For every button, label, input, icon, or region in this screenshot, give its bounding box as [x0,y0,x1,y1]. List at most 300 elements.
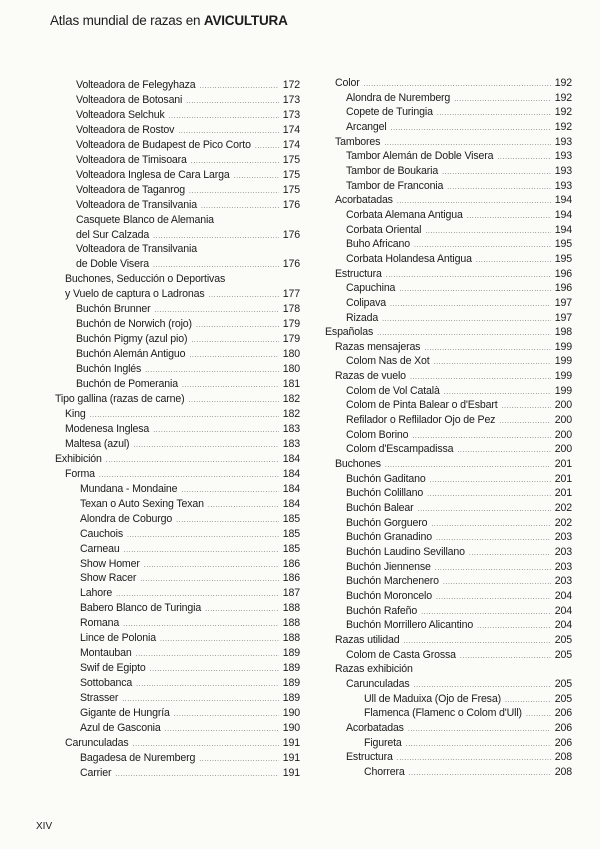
toc-entry-page: 175 [282,183,300,196]
toc-entry [325,677,572,692]
dot-leader [497,151,550,166]
toc-entry-page: 179 [282,333,300,346]
toc-entry-page: 174 [282,123,300,136]
toc-entry-label: Colom de Pinta Balear o d'Esbart [346,399,498,412]
toc-entry-page: 179 [282,318,300,331]
toc-entry [55,616,300,631]
toc-entry-page: 176 [282,228,300,241]
toc-entry [55,437,300,452]
dot-leader [386,269,551,284]
toc-entry [325,736,572,751]
toc-entry-page: 193 [554,150,572,163]
toc-entry-label: Lince de Polonia [80,632,156,645]
toc-entry [55,631,300,646]
toc-entry-page: 184 [282,497,300,510]
toc-entry-page: 193 [554,135,572,148]
dot-leader [469,547,551,562]
toc-entry-label: Buchón Morrillero Alicantino [346,619,474,632]
toc-entry [55,362,300,377]
toc-entry-page: 196 [554,282,572,295]
toc-entry-page: 194 [554,223,572,236]
dot-leader [191,334,278,349]
dot-leader [424,342,550,357]
toc-entry-page: 196 [554,267,572,280]
toc-entry-label: Acorbatadas [335,194,393,207]
toc-entry-label: Figureta [364,736,402,749]
dot-leader [174,708,279,723]
toc-entry-label: Volteadora de Botosani [76,93,183,106]
toc-entry [55,228,300,243]
toc-entry-page: 182 [282,393,300,406]
toc-entry-page: 201 [554,487,572,500]
dot-leader [447,181,551,196]
toc-entry [55,272,300,287]
toc-entry [55,392,300,407]
dot-leader [150,663,279,678]
dot-leader [189,394,279,409]
dot-leader [127,529,279,544]
dot-leader [457,444,550,459]
toc-entry-label: Forma [65,467,95,480]
toc-entry-page: 199 [554,384,572,397]
toc-entry [325,765,572,780]
toc-entry [325,648,572,663]
toc-entry-label: Volteadora de Timisoara [76,153,187,166]
toc-entry-label: Arcangel [346,120,387,133]
toc-entry-label: Buchón Balear [346,502,414,515]
toc-entry-page: 175 [282,168,300,181]
toc-entry [325,413,572,428]
toc-entry-label: Colom Borino [346,428,409,441]
toc-entry [325,76,572,91]
toc-entry-label: Show Homer [80,557,140,570]
toc-entry-label: Volteadora Inglesa de Cara Larga [76,168,230,181]
dot-leader [136,648,279,663]
toc-entry-label: Swif de Egipto [80,662,146,675]
toc-entry-label: Bagadesa de Nuremberg [80,751,196,764]
dot-leader [124,544,279,559]
toc-entry [325,721,572,736]
toc-entry-page: 184 [282,467,300,480]
dot-leader [434,356,551,371]
toc-entry-page: 197 [554,311,572,324]
toc-entry-page: 200 [554,428,572,441]
toc-entry-page: 178 [282,303,300,316]
dot-leader [435,562,551,577]
toc-entry-label: Buho Africano [346,238,411,251]
toc-entry-page: 193 [554,179,572,192]
toc-entry-page: 189 [282,677,300,690]
toc-entry-label: Carrier [80,766,112,779]
toc-entry-page: 180 [282,348,300,361]
toc-right-column [325,76,572,780]
toc-entry-page: 204 [554,589,572,602]
toc-entry [55,332,300,347]
toc-entry [325,223,572,238]
toc-entry [325,516,572,531]
toc-entry [55,691,300,706]
dot-leader [390,298,551,313]
toc-entry [325,398,572,413]
toc-entry-page: 188 [282,632,300,645]
toc-entry-page: 185 [282,527,300,540]
toc-entry [325,369,572,384]
toc-entry-page: 183 [282,437,300,450]
toc-entry-page: 175 [282,153,300,166]
toc-entry-page: 182 [282,407,300,420]
toc-entry-page: 206 [554,736,572,749]
toc-entry-page: 202 [554,516,572,529]
toc-entry [325,296,572,311]
toc-entry-label: Buchón Colillano [346,487,424,500]
toc-entry-label: Texan o Auto Sexing Texan [80,497,204,510]
dot-leader [425,225,550,240]
toc-entry-page: 204 [554,619,572,632]
toc-entry-label: Carunculadas [65,736,129,749]
toc-entry-page: 191 [282,751,300,764]
toc-entry [55,257,300,272]
page-number: XIV [36,821,53,832]
toc-entry-page: 192 [554,91,572,104]
toc-entry-page: 185 [282,542,300,555]
toc-entry-label: Volteadora de Transilvania [76,243,197,256]
toc-entry [55,751,300,766]
toc-entry-label: Buchón de Norwich (rojo) [76,318,192,331]
toc-entry [325,457,572,472]
dot-leader [406,738,551,753]
dot-leader [526,708,551,723]
header-title-bold: AVICULTURA [203,13,288,28]
dot-leader [442,166,551,181]
toc-entry-label: Colom Nas de Xot [346,355,430,368]
toc-entry-page: 200 [554,414,572,427]
toc-entry-page: 206 [554,721,572,734]
toc-entry-label: Exhibición [55,452,102,465]
toc-entry-page: 192 [554,77,572,89]
toc-entry [325,135,572,150]
dot-leader [165,723,279,738]
toc-entry [325,252,572,267]
toc-entry [55,153,300,168]
toc-entry-page: 197 [554,296,572,309]
toc-entry-label: Buchón Moroncelo [346,589,432,602]
toc-entry-page: 191 [282,736,300,749]
toc-entry-page: 203 [554,546,572,558]
toc-entry [325,706,572,721]
toc-entry-label: Babero Blanco de Turingia [80,602,202,615]
toc-entry [55,422,300,437]
toc-entry-label: Volteadora de Transilvania [76,198,197,211]
toc-entry [55,497,300,512]
toc-entry-label: Carunculadas [346,677,410,690]
dot-leader [427,488,551,503]
toc-entry-page: 201 [554,472,572,485]
toc-entry-label: Azul de Gasconia [80,721,161,734]
dot-leader [200,80,279,95]
dot-leader [196,319,279,334]
toc-entry [55,407,300,422]
toc-entry [325,750,572,765]
toc-entry-label: Volteadora de Felegyhaza [76,79,196,91]
toc-entry-page: 192 [554,106,572,119]
dot-leader [115,768,278,783]
dot-leader [176,514,279,529]
dot-leader [136,678,279,693]
toc-entry-page: 188 [282,617,300,630]
toc-entry-label: Buchón Brunner [76,303,151,316]
toc-entry [55,302,300,317]
toc-entry-label: Capuchina [346,282,396,295]
toc-entry [325,574,572,589]
toc-entry [325,604,572,619]
dot-leader [460,650,551,665]
toc-entry [55,586,300,601]
dot-leader [234,170,279,185]
toc-entry-label: Tambor de Boukaria [346,164,439,177]
toc-entry [55,317,300,332]
dot-leader [169,110,279,125]
toc-entry-label: Refilador o Reflilador Ojo de Pez [346,414,496,427]
toc-entry-label: Modenesa Inglesa [65,422,150,435]
dot-leader [437,107,551,122]
dot-leader [133,439,278,454]
toc-entry [55,242,300,257]
toc-entry [325,589,572,604]
toc-entry-page: 195 [554,252,572,265]
running-header [50,13,288,28]
toc-entry-label: Strasser [80,692,119,705]
toc-entry [55,512,300,527]
toc-entry-page: 184 [282,482,300,495]
toc-entry [325,120,572,135]
toc-entry-label: Españolas [325,326,374,339]
toc-entry [55,377,300,392]
toc-entry-label: Alondra de Nuremberg [346,91,451,104]
toc-entry-page: 203 [554,531,572,544]
toc-entry [55,601,300,616]
dot-leader [418,503,551,518]
toc-entry-page: 199 [554,370,572,383]
toc-entry [325,501,572,516]
dot-leader [476,254,551,269]
dot-leader [255,140,279,155]
toc-entry-page: 188 [282,602,300,615]
dot-leader [140,573,279,588]
toc-entry [325,281,572,296]
toc-entry-page: 193 [554,164,572,177]
toc-entry [55,706,300,721]
toc-entry-label: Estructura [335,267,382,280]
toc-entry [55,347,300,362]
toc-entry-page: 208 [554,751,572,764]
toc-entry-label: Ull de Maduixa (Ojo de Fresa) [364,692,501,705]
toc-entry-page: 189 [282,662,300,675]
toc-entry [55,78,300,93]
toc-entry-label: Acorbatadas [346,721,404,734]
toc-entry-label: Razas mensajeras [335,340,421,353]
toc-entry-label: Carneau [80,542,120,555]
toc-entry [55,527,300,542]
toc-entry [55,168,300,183]
toc-entry-label: Buchón Alemán Antiguo [76,348,186,361]
dot-leader [408,723,551,738]
toc-entry-label: Tipo gallina (razas de carne) [55,393,185,406]
toc-entry-label: Buchón Rafeño [346,604,418,617]
toc-entry-label: Buchones, Seducción o Deportivas [65,273,226,286]
toc-entry-label: Estructura [346,751,393,764]
toc-entry-label: Corbata Oriental [346,223,422,236]
toc-entry-page: 202 [554,502,572,515]
toc-left-column [55,78,300,781]
toc-entry-label: Colipava [346,296,387,309]
toc-entry-label: Razas utilidad [335,633,400,646]
toc-entry-label: Romana [80,617,120,630]
toc-entry [325,472,572,487]
toc-entry-page: 186 [282,557,300,570]
toc-entry-label: Buchón Marchenero [346,575,439,588]
toc-entry-page: 203 [554,575,572,588]
toc-entry [55,557,300,572]
dot-leader [430,474,551,489]
toc-entry [325,442,572,457]
dot-leader [106,454,279,469]
dot-leader [208,499,279,514]
toc-entry-label: Show Racer [80,572,137,585]
toc-entry [325,325,572,340]
toc-entry-page: 199 [554,355,572,368]
toc-entry-label: Lahore [80,587,113,600]
toc-entry-label: Volteadora de Rostov [76,123,175,136]
toc-entry-page: 177 [282,288,300,301]
dot-leader [431,518,550,533]
toc-entry-label: Alondra de Coburgo [80,512,173,525]
toc-entry [325,354,572,369]
toc-entry-label: Tambor de Franconia [346,179,444,192]
dot-leader [160,633,279,648]
toc-entry-page: 190 [282,721,300,734]
toc-entry-page: 173 [282,108,300,121]
toc-entry [55,452,300,467]
dot-leader [467,210,551,225]
dot-leader [436,591,551,606]
toc-entry-label: Corbata Alemana Antigua [346,208,463,221]
toc-entry-page: 200 [554,399,572,412]
toc-entry [325,311,572,326]
toc-entry-page: 180 [282,363,300,376]
toc-entry-page: 187 [282,587,300,600]
toc-entry-label: Volteadora de Taganrog [76,183,186,196]
toc-entry-page: 186 [282,572,300,585]
dot-leader [454,93,551,108]
toc-entry-page: 173 [282,93,300,106]
dot-leader [189,185,279,200]
toc-entry [55,213,300,228]
toc-entry-label: Tambor Alemán de Doble Visera [346,150,494,163]
toc-entry-label: King [65,407,86,420]
toc-entry [325,237,572,252]
toc-entry-label: Chorrera [364,765,405,778]
toc-entry [55,108,300,123]
toc-entry-label: Volteadora de Budapest de Pico Corto [76,138,251,151]
toc-entry-page: 189 [282,692,300,705]
toc-entry-page: 191 [282,766,300,779]
toc-entry-label: Buchón Gaditano [346,472,426,485]
toc-entry-label: Volteadora Selchuk [76,108,165,121]
dot-leader [399,283,550,298]
dot-leader [209,289,279,304]
toc-entry [325,179,572,194]
dot-leader [477,620,551,635]
toc-entry [325,618,572,633]
toc-entry-label: Buchón Inglés [76,363,142,376]
toc-entry-label: Casquete Blanco de Alemania [76,213,214,226]
toc-entry-page: 205 [554,648,572,661]
toc-entry-label: Copete de Turingia [346,106,433,119]
toc-entry [55,766,300,781]
toc-entry-label: de Doble Visera [76,258,149,271]
toc-entry [325,208,572,223]
dot-leader [397,752,551,767]
toc-entry-page: 204 [554,604,572,617]
toc-entry [55,542,300,557]
dot-leader [205,603,279,618]
toc-entry-label: Rizada [346,311,379,324]
toc-entry [55,676,300,691]
toc-entry [55,198,300,213]
toc-entry-label: Color [335,77,360,89]
toc-entry [325,662,572,677]
toc-entry-page: 184 [282,452,300,465]
toc-entry-label: Razas exhibición [335,663,413,676]
toc-entry-label: Colom de Casta Grossa [346,648,456,661]
toc-entry-page: 192 [554,120,572,133]
dot-leader [144,559,279,574]
toc-entry [325,149,572,164]
toc-entry [325,692,572,707]
toc-entry-label: Buchón Laudino Sevillano [346,546,465,558]
toc-entry [55,123,300,138]
toc-entry-page: 205 [554,692,572,705]
toc-entry-page: 200 [554,443,572,456]
toc-entry-page: 194 [554,208,572,221]
toc-entry-label: Mundana - Mondaine [80,482,178,495]
toc-entry-page: 183 [282,422,300,435]
toc-entry [325,486,572,501]
toc-entry-page: 181 [282,378,300,391]
toc-entry-page: 176 [282,198,300,211]
toc-entry-label: Buchón de Pomerania [76,378,178,391]
toc-entry [325,428,572,443]
toc-entry-label: Tambores [335,135,381,148]
dot-leader [409,767,551,782]
toc-entry-page: 201 [554,458,572,471]
toc-entry-page: 172 [282,79,300,91]
toc-entry-page: 190 [282,707,300,720]
dot-leader [153,424,279,439]
toc-entry [55,736,300,751]
toc-entry [55,661,300,676]
toc-entry [55,287,300,302]
toc-entry [325,193,572,208]
toc-entry [325,633,572,648]
toc-entry-page: 206 [554,707,572,720]
toc-entry-label: del Sur Calzada [76,228,150,241]
toc-entry-label: Gigante de Hungría [80,707,170,720]
toc-entry [325,384,572,399]
toc-entry [55,183,300,198]
toc-entry [325,91,572,106]
toc-entry [55,721,300,736]
